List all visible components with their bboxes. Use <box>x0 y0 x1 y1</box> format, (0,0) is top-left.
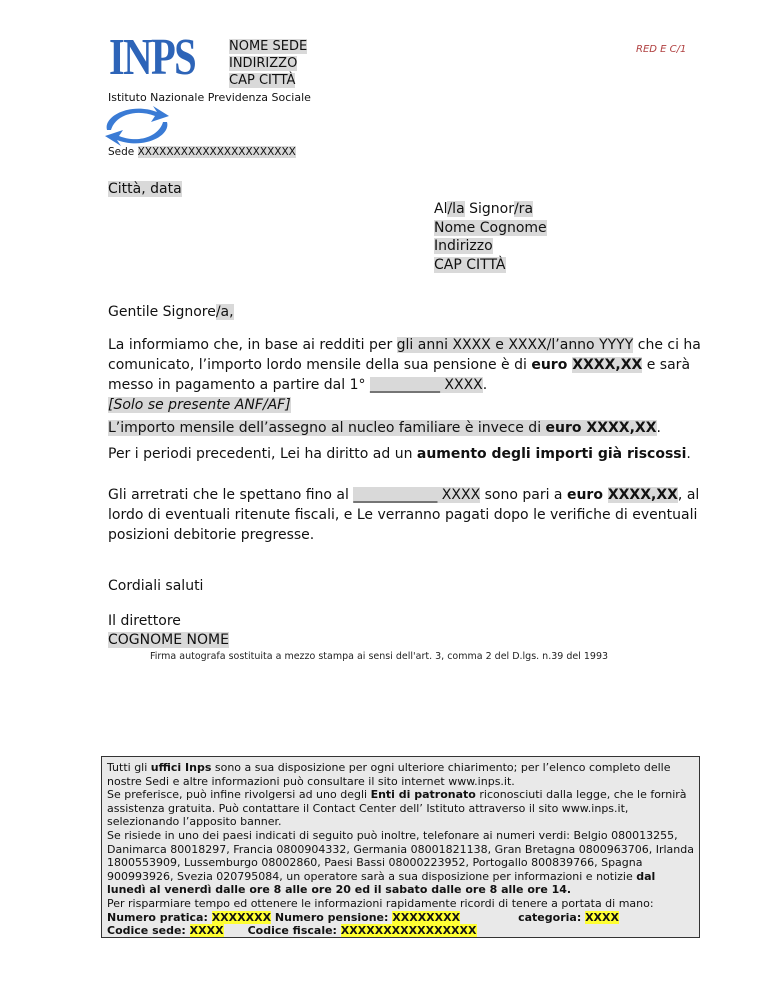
info-offices: Tutti gli uffici Inps sono a sua disposizione per ogni ulteriore chiarimento; per l’elenco completo delle nostre Sedi e altre informazioni può consultare il sito internet www.inps.it. <box>107 761 671 788</box>
sede-city: CAP CITTÀ <box>229 73 296 88</box>
paragraph-anf-amount: L’importo mensile dell’assegno al nucleo familiare è invece di euro XXXX,XX. <box>108 420 661 436</box>
place-date: Città, data <box>108 181 182 197</box>
info-save-time: Per risparmiare tempo ed ottenere le informazioni rapidamente ricordi di tenere a portata di mano: <box>107 896 654 910</box>
institute-name: Istituto Nazionale Previdenza Sociale <box>108 91 311 104</box>
sede-line <box>108 146 296 158</box>
signer-title: Il direttore <box>108 613 181 629</box>
recipient-name: Nome Cognome <box>434 219 547 236</box>
info-codes-row: Codice sede: XXXX Codice fiscale: XXXXXXXXXXXXXXXX <box>107 924 477 938</box>
signature-note: Firma autografa sostituita a mezzo stampa ai sensi dell'art. 3, comma 2 del D.lgs. n.39 del 1993 <box>150 651 609 662</box>
paragraph-anf-condition: [Solo se presente ANF/AF] <box>108 397 291 413</box>
sede-code: XXXXXXXXXXXXXXXXXXXXXX <box>137 146 296 158</box>
recipient-block <box>434 200 547 274</box>
info-toll-free: Se risiede in uno dei paesi indicati di seguito può inoltre, telefonare ai numeri verdi: Belgio 080013255, Danimarca 80018297, Francia 0800904332, Germania 08001821138, Gran Bretagna 0800963706, Irlanda 1800553909, Lussemburgo 08002860, Paesi Bassi 08000223952, Portogallo 800839766, Spagna 900993926, Svezia 020795084, un operatore sarà a sua disposizione per informazioni e notizie dal lunedì al venerdì dalle ore 8 alle ore 20 ed il sabato dalle ore 8 alle ore 14. <box>107 828 694 897</box>
info-box <box>101 756 700 938</box>
document-reference: RED E C/1 <box>636 44 687 55</box>
paragraph-previous-periods: Per i periodi precedenti, Lei ha diritto ad un aumento degli importi già riscossi. <box>108 446 691 462</box>
info-patronato: Se preferisce, può infine rivolgersi ad uno degli Enti di patronato riconosciuti dalla legge, che le fornirà assistenza gratuita. Può contattare il Contact Center dell’ Istituto attraverso il sito www.inps.it, selezionando l’apposito banner. <box>107 788 687 829</box>
recipient-salutation: Al/la Signor/ra <box>434 201 534 217</box>
sede-name: NOME SEDE <box>229 39 308 54</box>
inps-logo: INPS <box>109 29 196 86</box>
closing: Cordiali saluti <box>108 578 204 594</box>
signer-name: COGNOME NOME <box>108 631 229 648</box>
info-practice-row: Numero pratica: XXXXXXX Numero pensione: XXXXXXXX categoria: XXXX <box>107 910 619 924</box>
paragraph-arrears: Gli arretrati che le spettano fino al ____________ XXXX sono pari a euro XXXX,XX, al lordo di eventuali ritenute fiscali, e Le verranno pagati dopo le verifiche di eventuali posizioni debitorie pregresse. <box>108 487 700 543</box>
greeting: Gentile Signore/a, <box>108 304 234 320</box>
signer-block <box>108 612 708 649</box>
recipient-address: Indirizzo <box>434 238 493 254</box>
recipient-city: CAP CITTÀ <box>434 256 506 273</box>
sede-address: INDIRIZZO <box>229 56 298 71</box>
paragraph-pension-amount: La informiamo che, in base ai redditi per gli anni XXXX e XXXX/l’anno YYYY che ci ha comunicato, l’importo lordo mensile della sua pensione è di euro XXXX,XX e sarà messo in pagamento a partire dal 1° __________ XXXX. <box>108 337 701 393</box>
inps-swirl-logo-icon <box>101 104 173 148</box>
sede-address-block <box>229 38 307 89</box>
sede-label: Sede <box>108 146 135 158</box>
